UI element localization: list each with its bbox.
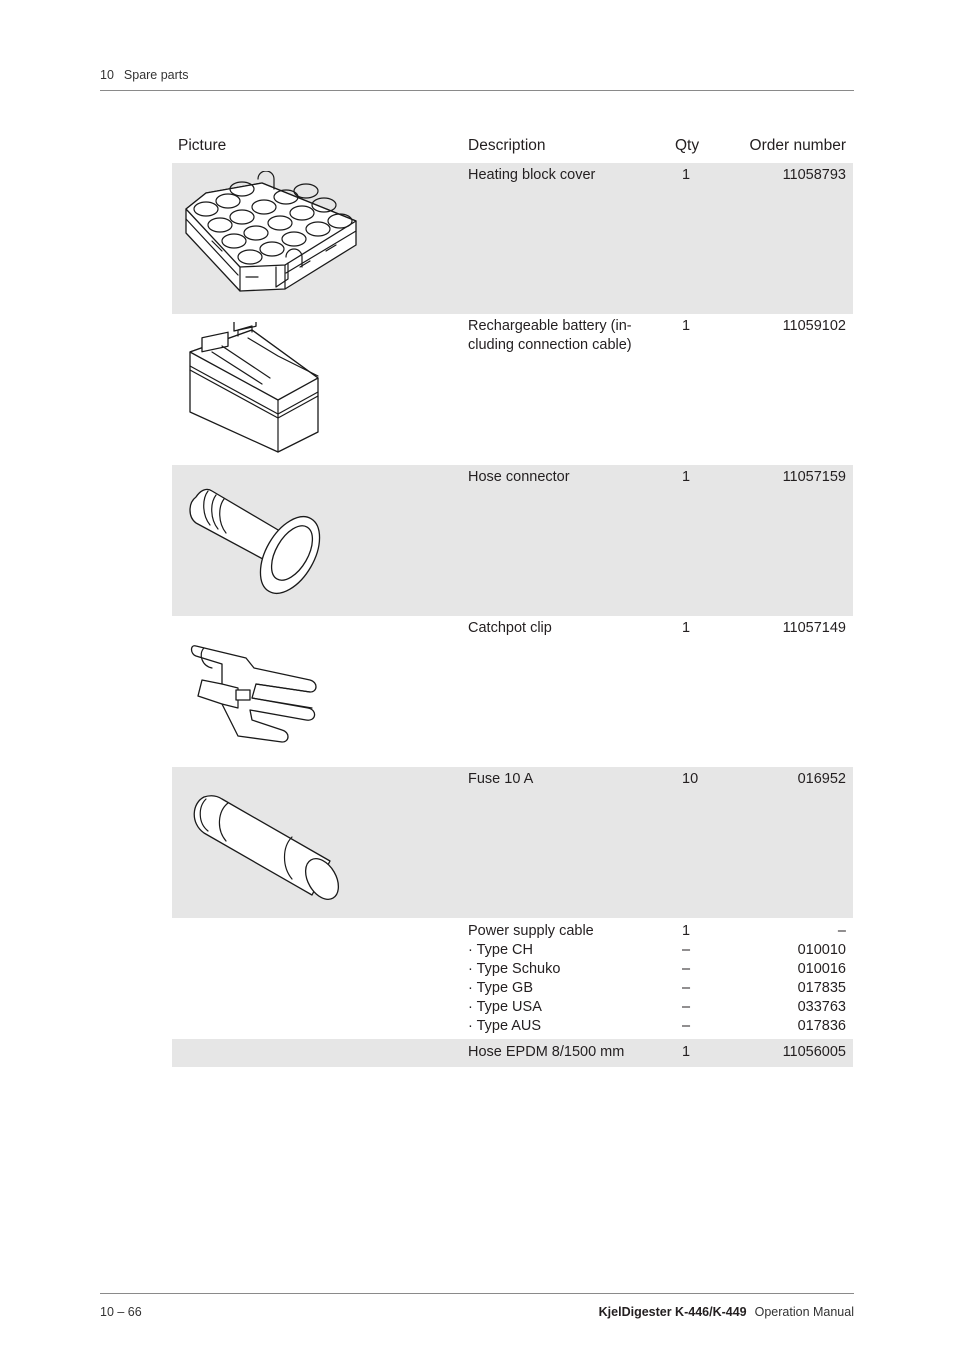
row-description: Catchpot clip — [468, 620, 552, 636]
row-description — [468, 922, 658, 1036]
row-order-number: 11056005 — [782, 1044, 846, 1060]
row-order-number: 016952 — [797, 771, 846, 787]
row-order-number: 11057149 — [782, 620, 846, 636]
chapter-title: Spare parts — [123, 68, 189, 82]
product-name: KjelDigester K-446/K-449 — [598, 1305, 747, 1319]
description-line: Rechargeable battery (in- — [468, 318, 632, 334]
order-line: 017836 — [797, 1018, 846, 1034]
hose-connector-icon — [182, 473, 332, 609]
description-line: · Type Schuko — [468, 961, 561, 977]
column-description: Description — [468, 137, 546, 154]
row-description — [468, 317, 658, 355]
row-order-number — [798, 922, 846, 1036]
document-type: Operation Manual — [754, 1305, 854, 1319]
heating-block-cover-icon — [182, 171, 362, 312]
qty-line: – — [682, 961, 691, 977]
row-qty: 1 — [682, 167, 691, 183]
order-line: 033763 — [797, 999, 846, 1015]
row-qty: 1 — [682, 620, 691, 636]
description-line: · Type CH — [468, 942, 534, 958]
order-line: – — [837, 923, 846, 939]
column-qty: Qty — [675, 137, 700, 154]
table-row — [172, 465, 853, 616]
row-order-number: 11058793 — [782, 167, 846, 183]
order-line: 017835 — [797, 980, 846, 996]
table-header — [172, 132, 853, 163]
qty-line: 1 — [682, 923, 691, 939]
header-rule — [100, 90, 854, 91]
footer-rule — [100, 1293, 854, 1294]
row-order-number: 11059102 — [782, 318, 846, 334]
row-description: Hose EPDM 8/1500 mm — [468, 1044, 625, 1060]
table-row — [172, 616, 853, 767]
page-number: 10 – 66 — [100, 1305, 142, 1319]
row-qty — [682, 922, 690, 1036]
row-qty: 1 — [682, 318, 691, 334]
description-line: · Type AUS — [468, 1018, 542, 1034]
column-order-number: Order number — [749, 137, 846, 154]
footer-title — [599, 1305, 854, 1319]
qty-line: – — [682, 980, 691, 996]
table-row — [172, 163, 853, 314]
catchpot-clip-icon — [182, 624, 332, 760]
chapter-number: 10 — [100, 68, 114, 82]
row-order-number: 11057159 — [782, 469, 846, 485]
qty-line: – — [682, 942, 691, 958]
row-qty: 1 — [682, 1044, 691, 1060]
description-line: · Type USA — [468, 999, 542, 1015]
description-line: · Type GB — [468, 980, 534, 996]
spare-parts-table — [172, 132, 853, 1067]
order-line: 010016 — [797, 961, 846, 977]
description-line: cluding connection cable) — [468, 337, 632, 353]
page-header — [100, 68, 189, 82]
table-row — [172, 767, 853, 918]
table-row — [172, 1039, 853, 1067]
row-description: Hose connector — [468, 469, 570, 485]
row-qty: 10 — [682, 771, 699, 787]
column-picture: Picture — [178, 137, 227, 154]
description-line: Power supply cable — [468, 923, 594, 939]
qty-line: – — [682, 1018, 691, 1034]
order-line: 010010 — [797, 942, 846, 958]
row-description: Fuse 10 A — [468, 771, 534, 787]
row-description: Heating block cover — [468, 167, 596, 183]
table-row — [172, 918, 853, 1039]
table-row — [172, 314, 853, 465]
fuse-icon — [182, 775, 352, 911]
battery-icon — [182, 322, 332, 468]
row-qty: 1 — [682, 469, 691, 485]
qty-line: – — [682, 999, 691, 1015]
